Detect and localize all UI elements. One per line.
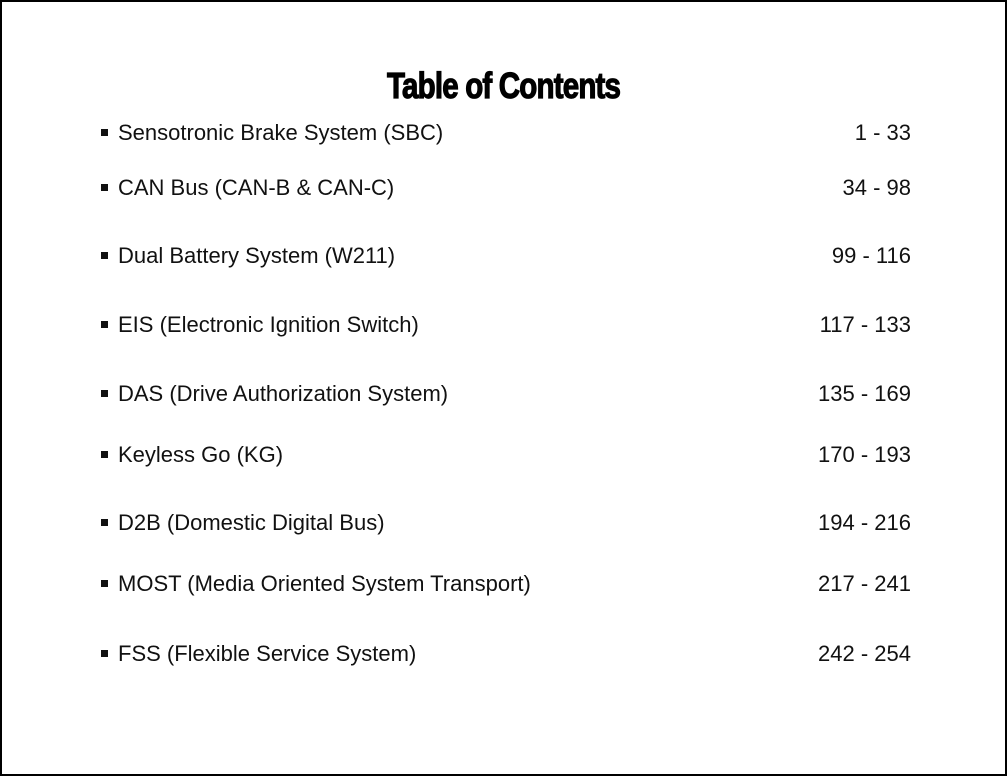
square-bullet-icon [101, 519, 108, 526]
toc-entry-label: D2B (Domestic Digital Bus) [118, 510, 385, 535]
square-bullet-icon [101, 129, 108, 136]
square-bullet-icon [101, 451, 108, 458]
toc-entry-pages: 1 - 33 [854, 120, 911, 145]
toc-entry-pages: 135 - 169 [818, 381, 911, 406]
square-bullet-icon [101, 252, 108, 259]
toc-entry [101, 569, 911, 599]
toc-entry [101, 241, 911, 271]
toc-entry-label: EIS (Electronic Ignition Switch) [118, 312, 419, 337]
toc-entry [101, 639, 911, 669]
toc-entry-label: DAS (Drive Authorization System) [118, 381, 449, 406]
toc-entry-pages: 194 - 216 [818, 510, 911, 535]
toc-entry-pages: 99 - 116 [831, 243, 911, 268]
toc-entry [101, 379, 911, 409]
toc-entry-label: Sensotronic Brake System (SBC) [118, 120, 444, 145]
toc-entry-pages: 217 - 241 [818, 571, 911, 596]
square-bullet-icon [101, 650, 108, 657]
square-bullet-icon [101, 184, 108, 191]
toc-entry-pages: 242 - 254 [818, 641, 911, 666]
toc-entry-label: MOST (Media Oriented System Transport) [118, 571, 531, 596]
toc-entry [101, 310, 911, 340]
toc-entry-label: CAN Bus (CAN-B & CAN-C) [118, 175, 395, 200]
toc-entry [101, 440, 911, 470]
toc-entry-pages: 170 - 193 [818, 442, 911, 467]
square-bullet-icon [101, 390, 108, 397]
toc-entry [101, 118, 911, 148]
toc-entry-pages: 117 - 133 [819, 312, 911, 337]
toc-entry-label: FSS (Flexible Service System) [118, 641, 417, 666]
page-title: Table of Contents [387, 65, 621, 106]
toc-entry-label: Keyless Go (KG) [118, 442, 284, 467]
toc-entry [101, 173, 911, 203]
toc-entry [101, 508, 911, 538]
square-bullet-icon [101, 580, 108, 587]
toc-entry-label: Dual Battery System (W211) [118, 243, 396, 268]
toc-entry-pages: 34 - 98 [842, 175, 911, 200]
square-bullet-icon [101, 321, 108, 328]
